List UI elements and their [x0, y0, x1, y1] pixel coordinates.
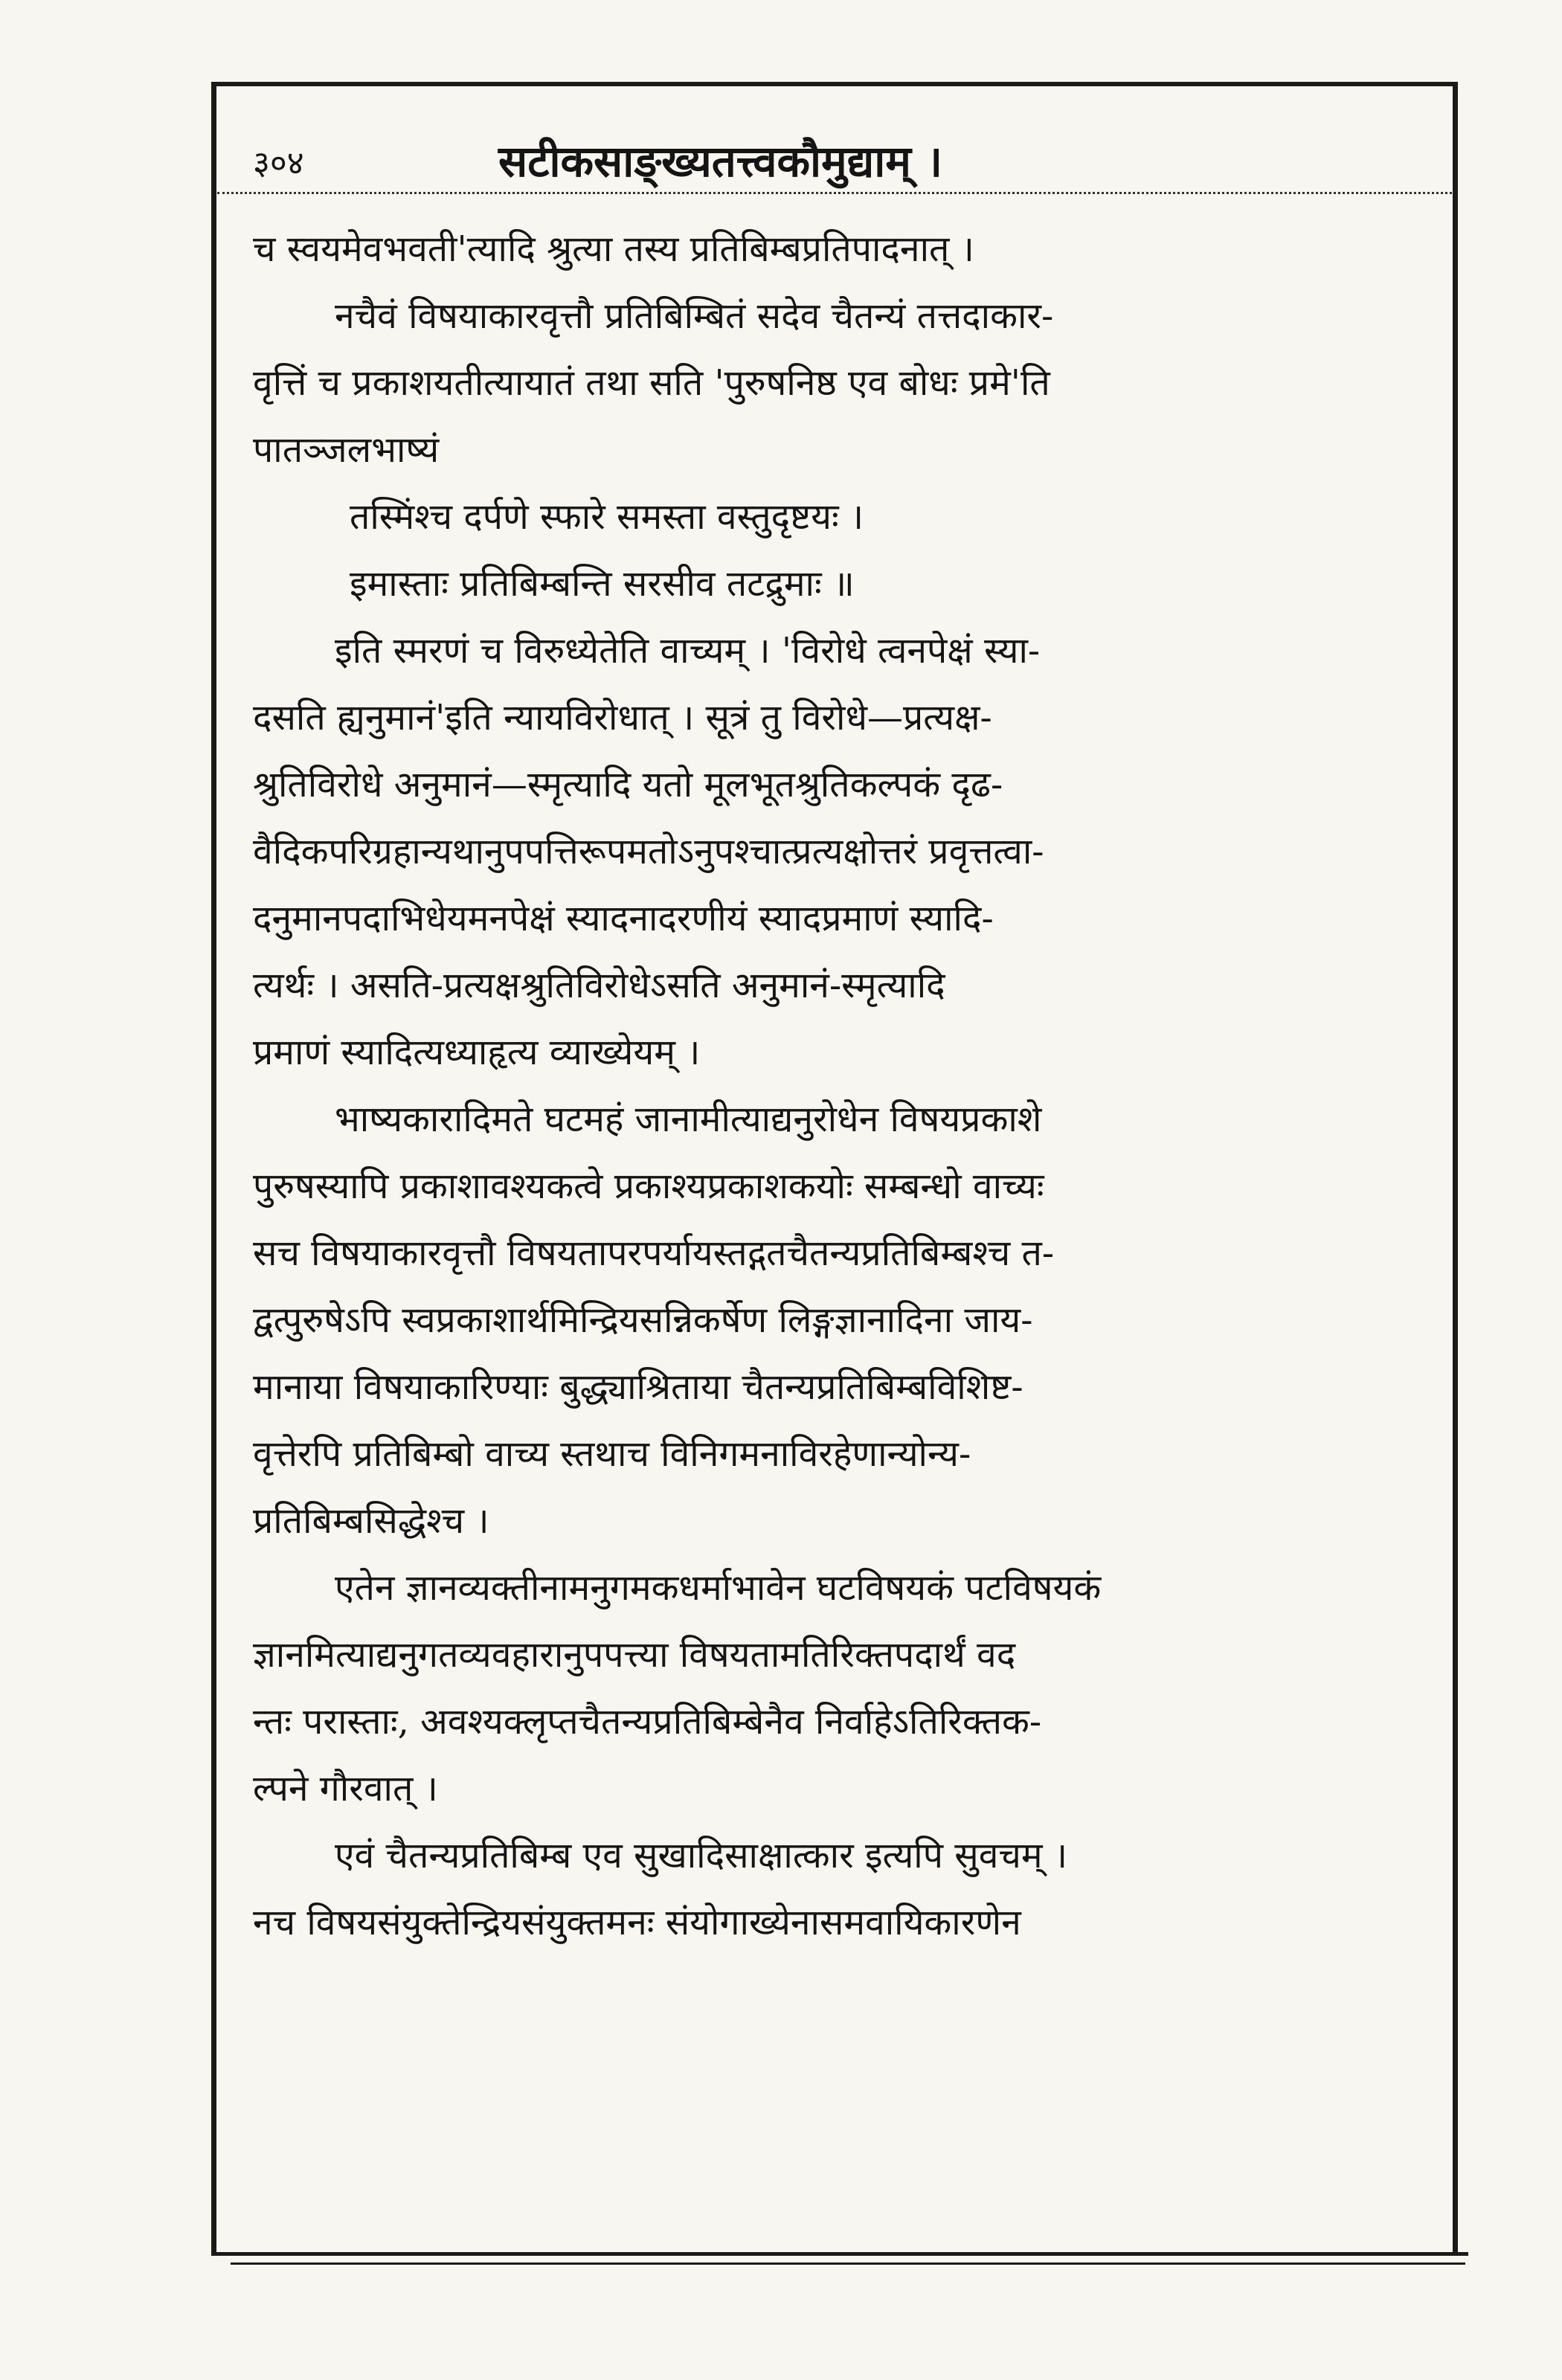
text-line: नच विषयसंयुक्तेन्द्रियसंयुक्तमनः संयोगाख्येनासमवायिकारणेन [253, 1902, 1021, 1943]
text-line: एतेन ज्ञानव्यक्तीनामनुगमकधर्माभावेन घटविषयकं पटविषयकं [335, 1567, 1102, 1609]
text-line: इति स्मरणं च विरुध्येतेति वाच्यम् । 'विरोधे त्वनपेक्षं स्या- [335, 630, 1041, 672]
text-line: वृत्तेरपि प्रतिबिम्बो वाच्य स्तथाच विनिगमनाविरहेणान्योन्य- [253, 1433, 971, 1475]
text-line: दनुमानपदाभिधेयमनपेक्षं स्यादनादरणीयं स्यादप्रमाणं स्यादि- [253, 898, 994, 939]
text-line: प्रतिबिम्बसिद्धेश्च । [253, 1500, 489, 1542]
text-line: न्तः परास्ताः, अवश्यक्लृप्तचैतन्यप्रतिबिम्बेनैव निर्वाहेऽतिरिक्तक- [253, 1701, 1042, 1743]
header-divider [217, 192, 1452, 194]
verse-line: तस्मिंश्च दर्पणे स्फारे समस्ता वस्तुदृष्टयः । [350, 496, 864, 538]
text-line: श्रुतिविरोधे अनुमानं—स्मृत्यादि यतो मूलभूतश्रुतिकल्पकं दृढ- [253, 764, 1003, 805]
bottom-rule [211, 2252, 1468, 2256]
text-line: त्यर्थः । असति-प्रत्यक्षश्रुतिविरोधेऽसति अनुमानं-स्मृत्यादि [253, 965, 945, 1006]
text-line: सच विषयाकारवृत्तौ विषयतापरपर्यायस्तद्गतचैतन्यप्रतिबिम्बश्च त- [253, 1232, 1055, 1274]
page-header [253, 130, 1443, 197]
text-line: मानाया विषयाकारिण्याः बुद्ध्याश्रिताया चैतन्यप्रतिबिम्बविशिष्ट- [253, 1366, 1023, 1408]
verse-line: इमास्ताः प्रतिबिम्बन्ति सरसीव तटद्रुमाः ॥ [350, 563, 855, 605]
text-line: भाष्यकारादिमते घटमहं जानामीत्याद्यनुरोधेन विषयप्रकाशे [335, 1099, 1042, 1140]
text-line: वृत्तिं च प्रकाशयतीत्यायातं तथा सति 'पुरुषनिष्ठ एव बोधः प्रमे'ति [253, 362, 1050, 404]
text-line: नचैवं विषयाकारवृत्तौ प्रतिबिम्बितं सदेव चैतन्यं तत्तदाकार- [335, 295, 1054, 337]
running-title: सटीकसाङ्ख्यतत्त्वकौमुद्याम् । [498, 136, 943, 187]
text-line: दसति ह्यनुमानं'इति न्यायविरोधात् । सूत्रं तु विरोधे—प्रत्यक्ष- [253, 697, 992, 739]
text-line: एवं चैतन्यप्रतिबिम्ब एव सुखादिसाक्षात्कार इत्यपि सुवचम् । [335, 1835, 1068, 1876]
text-line: ज्ञानमित्याद्यनुगतव्यवहारानुपपत्त्या विषयतामतिरिक्तपदार्थं वद [253, 1634, 1016, 1676]
bottom-rule-secondary [231, 2262, 1465, 2265]
page-number: ३०४ [253, 144, 304, 182]
text-line: ल्पने गौरवात् । [253, 1768, 438, 1810]
text-line: पुरुषस्यापि प्रकाशावश्यकत्वे प्रकाश्यप्रकाशकयोः सम्बन्धो वाच्यः [253, 1165, 1044, 1207]
page-body [253, 216, 1443, 1956]
text-line: च स्वयमेवभवती'त्यादि श्रुत्या तस्य प्रतिबिम्बप्रतिपादनात् । [253, 228, 974, 270]
text-line: प्रमाणं स्यादित्यध्याहृत्य व्याख्येयम् । [253, 1032, 701, 1073]
text-line: द्वत्पुरुषेऽपि स्वप्रकाशार्थमिन्द्रियसन्निकर्षेण लिङ्गज्ञानादिना जाय- [253, 1299, 1033, 1341]
text-line: पातञ्जलभाष्यं [253, 429, 440, 471]
text-line: वैदिकपरिग्रहान्यथानुपपत्तिरूपमतोऽनुपश्चात्प्रत्यक्षोत्तरं प्रवृत्तत्वा- [253, 831, 1044, 872]
